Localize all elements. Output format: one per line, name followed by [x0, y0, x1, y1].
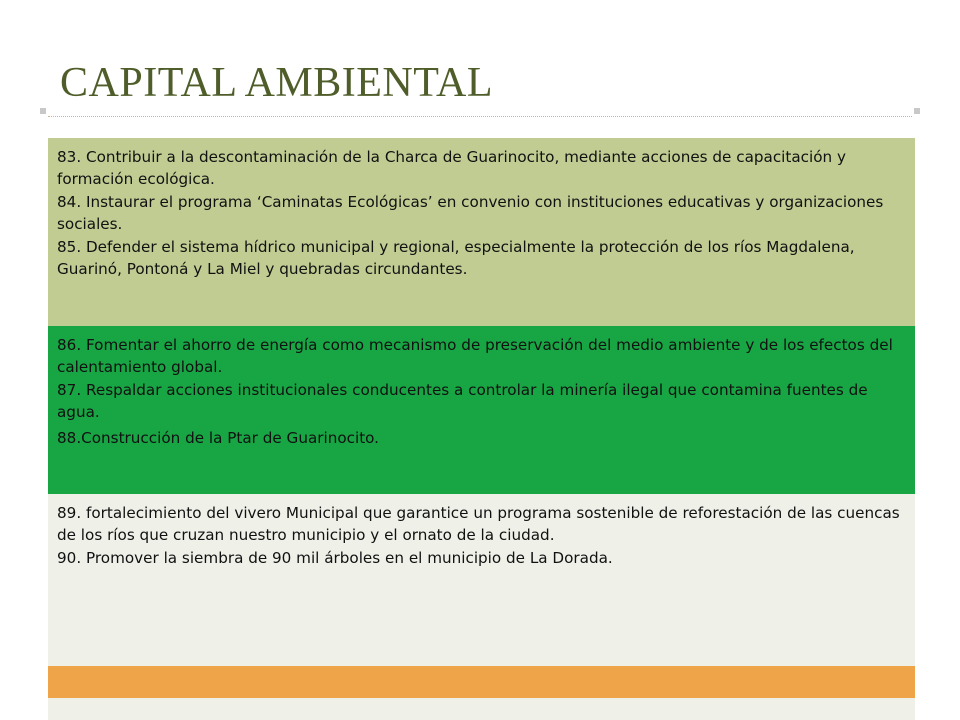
- slide-title: CAPITAL AMBIENTAL: [60, 60, 494, 106]
- accent-band-orange: [48, 666, 915, 698]
- decorative-square-right: [914, 108, 920, 114]
- list-item: 85. Defender el sistema hídrico municipal y regional, especialmente la protección de los ríos Magdalena, Guarinó, Pontoná y La Miel y quebradas circundantes.: [57, 237, 855, 279]
- decorative-square-left: [40, 108, 46, 114]
- list-item: 87. Respaldar acciones institucionales conducentes a controlar la minería ilegal que contamina fuentes de agua.: [57, 380, 868, 422]
- list-item: 90. Promover la siembra de 90 mil árboles en el municipio de La Dorada.: [57, 548, 613, 567]
- content-band-light: [48, 494, 915, 666]
- list-item: 84. Instaurar el programa ‘Caminatas Ecológicas’ en convenio con instituciones educativas y organizaciones sociales.: [57, 192, 884, 234]
- list-item: 83. Contribuir a la descontaminación de la Charca de Guarinocito, mediante acciones de capacitación y formación ecológica.: [57, 148, 846, 189]
- content-band-olive: [48, 138, 915, 326]
- title-divider: [48, 116, 912, 117]
- list-item: 86. Fomentar el ahorro de energía como mecanismo de preservación del medio ambiente y de los efectos del calentamiento global.: [57, 336, 893, 377]
- list-item: 88.Construcción de la Ptar de Guarinocito.: [57, 428, 380, 447]
- bottom-band-light: [48, 698, 915, 720]
- content-band-green: [48, 326, 915, 494]
- list-item: 89. fortalecimiento del vivero Municipal que garantice un programa sostenible de reforestación de las cuencas de los ríos que cruzan nuestro municipio y el ornato de la ciudad.: [57, 504, 900, 545]
